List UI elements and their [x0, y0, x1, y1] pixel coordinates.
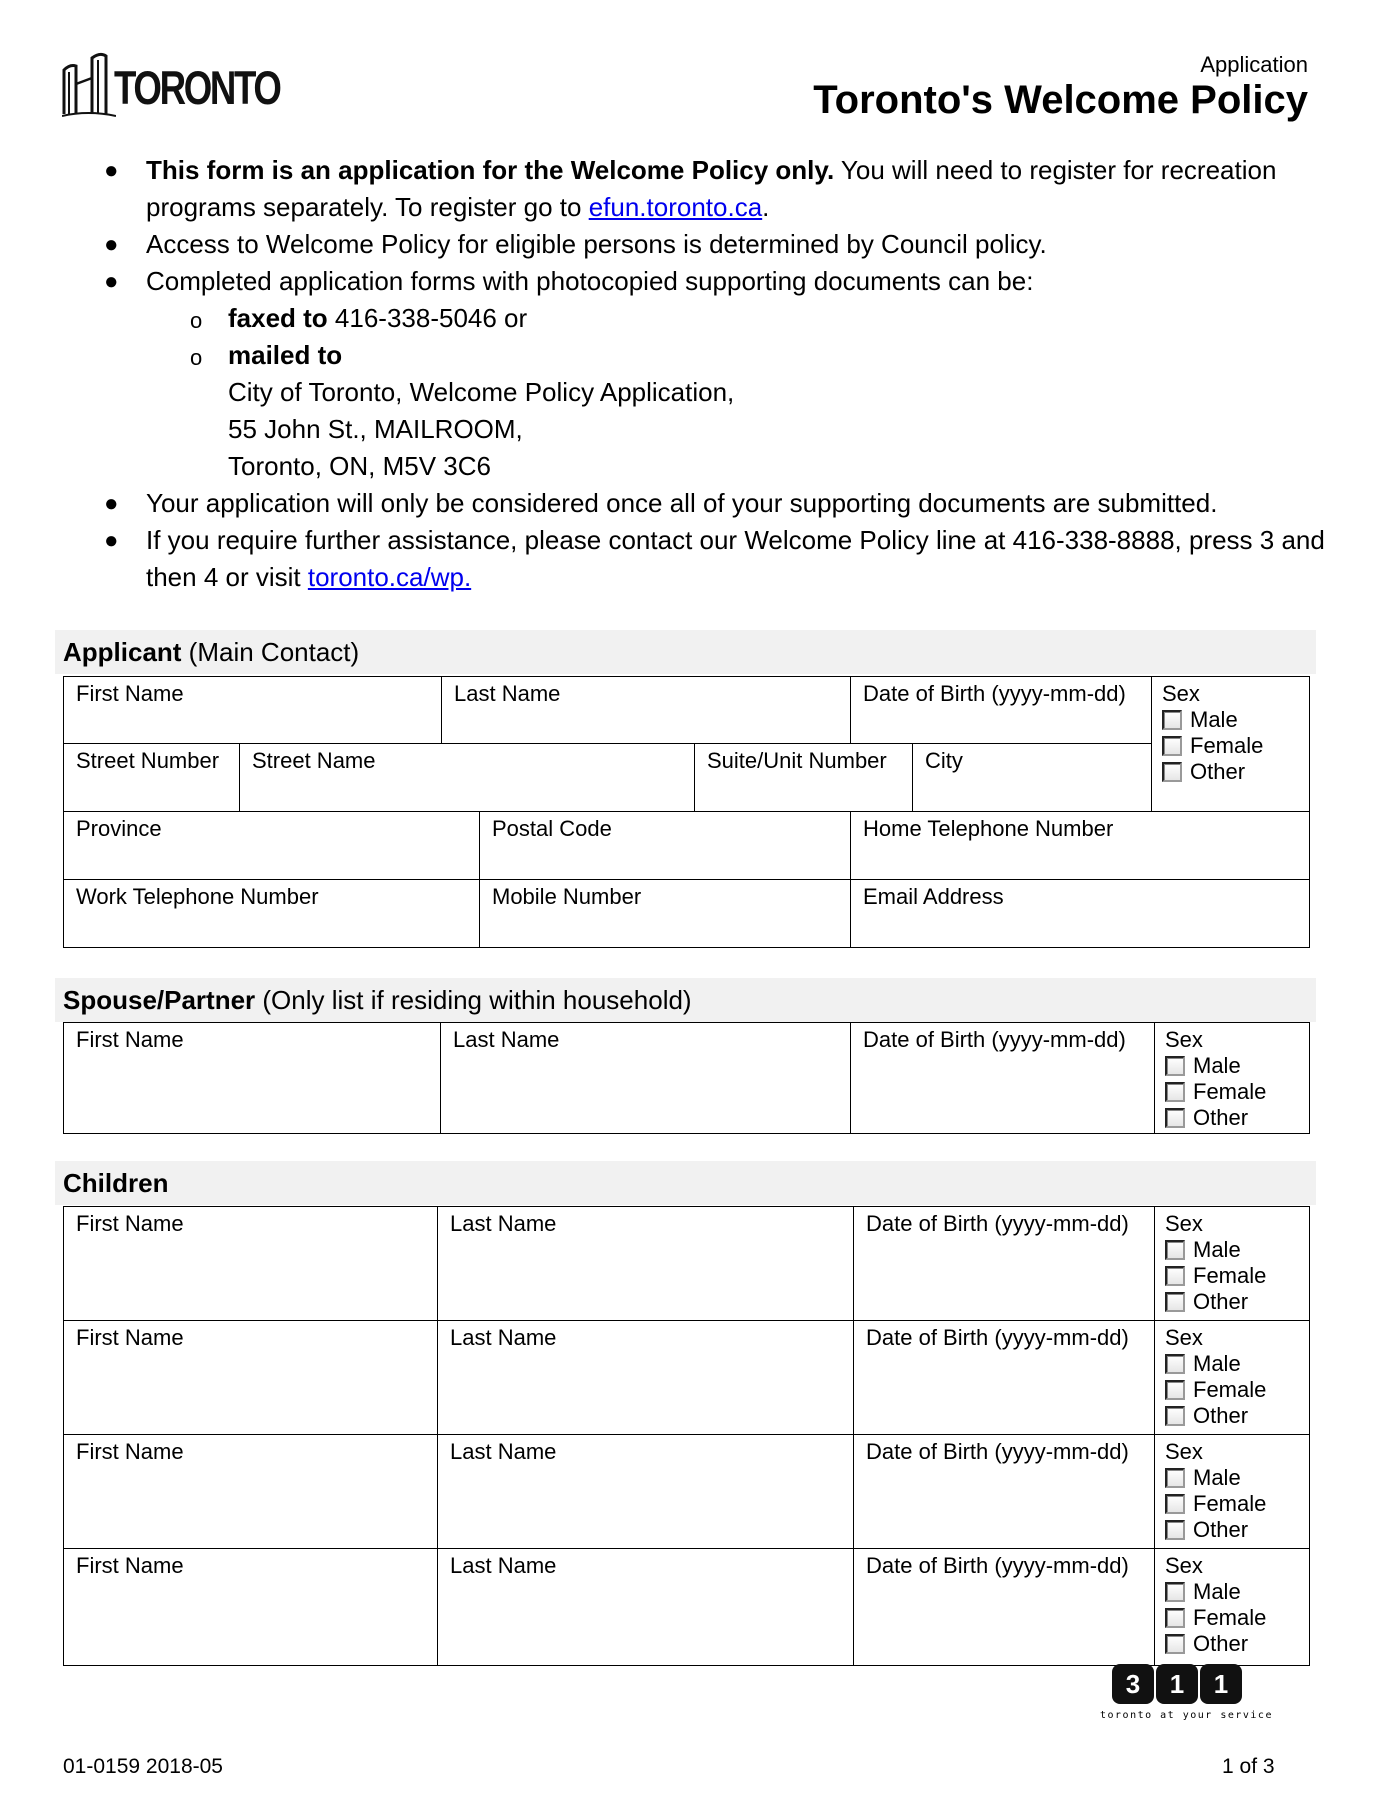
logo-wordmark: TORONTO [114, 61, 280, 114]
option-label: Female [1193, 1605, 1267, 1630]
child-last-name-field[interactable] [438, 1435, 854, 1549]
field-label: Work Telephone Number [76, 884, 319, 909]
applicant-city-field[interactable] [913, 744, 1152, 812]
checkbox-icon[interactable] [1165, 1082, 1185, 1102]
option-label: Male [1193, 1579, 1241, 1604]
field-label: City [925, 748, 963, 773]
field-label: Province [76, 816, 162, 841]
section-title: Applicant [63, 637, 182, 667]
field-label: First Name [76, 1553, 184, 1578]
field-label: Postal Code [492, 816, 612, 841]
applicant-suite-field[interactable] [695, 744, 913, 812]
circle-bullet-icon: o [190, 345, 203, 370]
child-last-name-field[interactable] [438, 1321, 854, 1435]
section-title: Children [63, 1168, 169, 1198]
applicant-last-name-field[interactable] [442, 677, 851, 744]
sex-option-other[interactable] [1165, 1517, 1309, 1543]
applicant-mobile-field[interactable] [480, 880, 851, 947]
option-label: Male [1190, 707, 1238, 732]
mailing-address-line: Toronto, ON, M5V 3C6 [228, 451, 491, 481]
option-label: Other [1193, 1289, 1249, 1314]
bullet-icon: ● [104, 157, 119, 184]
field-label: Last Name [450, 1553, 557, 1578]
instruction-item [100, 522, 1350, 596]
option-label: Male [1193, 1465, 1241, 1490]
applicant-dob-field[interactable] [851, 677, 1152, 744]
applicant-first-name-field[interactable] [64, 677, 442, 744]
checkbox-icon[interactable] [1165, 1240, 1185, 1260]
field-label: Date of Birth (yyyy-mm-dd) [866, 1439, 1129, 1464]
child-dob-field[interactable] [854, 1549, 1155, 1665]
page-title: Toronto's Welcome Policy [813, 78, 1308, 122]
field-label: Street Number [76, 748, 220, 773]
bullet-icon: ● [104, 231, 119, 258]
instructions-list [100, 152, 1350, 596]
instruction-item [100, 152, 1350, 226]
sex-option-other[interactable] [1165, 1631, 1309, 1657]
field-label: Home Telephone Number [863, 816, 1114, 841]
option-label: Other [1193, 1517, 1249, 1542]
sub-instruction-bold: mailed to [228, 340, 343, 370]
checkbox-icon[interactable] [1165, 1056, 1185, 1076]
instruction-text: If you require further assistance, please contact our Welcome Policy line at 416-338-8888, press 3 and then 4 or visit [146, 525, 1325, 592]
checkbox-icon[interactable] [1165, 1354, 1185, 1374]
sex-option-female[interactable] [1165, 1377, 1309, 1403]
child-sex-group [1155, 1435, 1309, 1549]
spouse-table [63, 1022, 1310, 1134]
sex-option-male[interactable] [1165, 1351, 1309, 1377]
checkbox-icon[interactable] [1165, 1582, 1185, 1602]
sex-option-female[interactable] [1162, 733, 1309, 759]
311-digit: 1 [1156, 1664, 1198, 1704]
sub-instruction-bold: faxed to [228, 303, 328, 333]
applicant-street-number-field[interactable] [64, 744, 240, 812]
field-label: Date of Birth (yyyy-mm-dd) [863, 681, 1126, 706]
sub-instruction-item [100, 337, 1350, 485]
spouse-first-name-field[interactable] [64, 1023, 441, 1133]
option-label: Female [1193, 1491, 1267, 1516]
section-subtitle: (Main Contact) [181, 637, 360, 667]
children-section-header [55, 1161, 1316, 1205]
page-number: 1 of 3 [1222, 1755, 1275, 1778]
sex-label: Sex [1165, 1027, 1203, 1052]
section-subtitle: (Only list if residing within household) [255, 985, 692, 1015]
field-label: Date of Birth (yyyy-mm-dd) [866, 1325, 1129, 1350]
sex-label: Sex [1165, 1325, 1203, 1350]
field-label: Last Name [450, 1211, 557, 1236]
option-label: Female [1193, 1079, 1267, 1104]
child-sex-group [1155, 1207, 1309, 1321]
sex-option-male[interactable] [1165, 1237, 1309, 1263]
field-label: Last Name [453, 1027, 560, 1052]
field-label: Last Name [454, 681, 561, 706]
fax-number: 416-338-5046 or [327, 303, 528, 333]
checkbox-icon[interactable] [1162, 736, 1182, 756]
instruction-text: Completed application forms with photocopied supporting documents can be: [146, 266, 1034, 296]
child-first-name-field[interactable] [64, 1549, 438, 1665]
mailing-address-line: 55 John St., MAILROOM, [228, 414, 523, 444]
checkbox-icon[interactable] [1165, 1468, 1185, 1488]
sex-label: Sex [1165, 1211, 1203, 1236]
applicant-section-header [55, 630, 1316, 674]
option-label: Female [1193, 1377, 1267, 1402]
circle-bullet-icon: o [190, 308, 203, 333]
child-first-name-field[interactable] [64, 1321, 438, 1435]
sex-option-other[interactable] [1165, 1105, 1309, 1131]
applicant-sex-group [1152, 677, 1309, 812]
sex-option-other[interactable] [1165, 1289, 1309, 1315]
child-first-name-field[interactable] [64, 1207, 438, 1321]
applicant-home-phone-field[interactable] [851, 812, 1309, 880]
child-dob-field[interactable] [854, 1207, 1155, 1321]
section-title: Spouse/Partner [63, 985, 256, 1015]
instruction-bold-text: This form is an application for the Welcome Policy only. [146, 155, 835, 185]
applicant-table [63, 676, 1310, 948]
instruction-text: Your application will only be considered once all of your supporting documents are submitted. [146, 488, 1218, 518]
option-label: Female [1190, 733, 1264, 758]
sex-option-female[interactable] [1165, 1605, 1309, 1631]
sub-instruction-item [100, 300, 1350, 337]
field-label: Date of Birth (yyyy-mm-dd) [863, 1027, 1126, 1052]
spouse-dob-field[interactable] [851, 1023, 1155, 1133]
checkbox-icon[interactable] [1165, 1520, 1185, 1540]
child-sex-group [1155, 1549, 1309, 1665]
field-label: First Name [76, 681, 184, 706]
applicant-province-field[interactable] [64, 812, 480, 880]
option-label: Other [1190, 759, 1246, 784]
bullet-icon: ● [104, 490, 119, 517]
sex-option-other[interactable] [1165, 1403, 1309, 1429]
sex-option-male[interactable] [1162, 707, 1309, 733]
option-label: Male [1193, 1053, 1241, 1078]
field-label: First Name [76, 1027, 184, 1052]
bullet-icon: ● [104, 527, 119, 554]
sex-label: Sex [1162, 681, 1200, 706]
child-dob-field[interactable] [854, 1435, 1155, 1549]
311-digit: 3 [1112, 1664, 1154, 1704]
311-tagline: toronto at your service [1100, 1710, 1273, 1721]
sex-option-male[interactable] [1165, 1053, 1309, 1079]
sex-option-female[interactable] [1165, 1491, 1309, 1517]
field-label: First Name [76, 1325, 184, 1350]
311-digit: 1 [1200, 1664, 1242, 1704]
field-label: Last Name [450, 1325, 557, 1350]
instruction-text: Access to Welcome Policy for eligible persons is determined by Council policy. [146, 229, 1047, 259]
child-sex-group [1155, 1321, 1309, 1435]
instruction-item [100, 263, 1350, 300]
311-logo [1100, 1664, 1273, 1721]
field-label: Date of Birth (yyyy-mm-dd) [866, 1553, 1129, 1578]
form-code: 01-0159 2018-05 [63, 1755, 223, 1778]
instruction-item [100, 226, 1350, 263]
city-hall-icon [62, 50, 116, 118]
child-first-name-field[interactable] [64, 1435, 438, 1549]
mailing-address-line: City of Toronto, Welcome Policy Application, [228, 377, 735, 407]
checkbox-icon[interactable] [1165, 1608, 1185, 1628]
field-label: Email Address [863, 884, 1004, 909]
field-label: Suite/Unit Number [707, 748, 887, 773]
child-last-name-field[interactable] [438, 1549, 854, 1665]
field-label: Mobile Number [492, 884, 642, 909]
sex-option-female[interactable] [1165, 1263, 1309, 1289]
checkbox-icon[interactable] [1165, 1380, 1185, 1400]
applicant-street-name-field[interactable] [240, 744, 695, 812]
spouse-sex-group [1155, 1023, 1309, 1133]
applicant-postal-code-field[interactable] [480, 812, 851, 880]
option-label: Other [1193, 1105, 1249, 1130]
field-label: Street Name [252, 748, 376, 773]
sex-label: Sex [1165, 1553, 1203, 1578]
instruction-item [100, 485, 1350, 522]
child-dob-field[interactable] [854, 1321, 1155, 1435]
option-label: Other [1193, 1403, 1249, 1428]
checkbox-icon[interactable] [1165, 1634, 1185, 1654]
option-label: Female [1193, 1263, 1267, 1288]
checkbox-icon[interactable] [1165, 1406, 1185, 1426]
sex-label: Sex [1165, 1439, 1203, 1464]
checkbox-icon[interactable] [1162, 762, 1182, 782]
applicant-work-phone-field[interactable] [64, 880, 480, 947]
sex-option-male[interactable] [1165, 1579, 1309, 1605]
checkbox-icon[interactable] [1165, 1292, 1185, 1312]
document-type: Application [1200, 52, 1308, 77]
option-label: Male [1193, 1351, 1241, 1376]
checkbox-icon[interactable] [1165, 1108, 1185, 1128]
option-label: Male [1193, 1237, 1241, 1262]
field-label: First Name [76, 1439, 184, 1464]
spouse-section-header [55, 978, 1316, 1022]
spouse-last-name-field[interactable] [441, 1023, 851, 1133]
instruction-text: You will need to register for recreation programs separately. To register go to [146, 155, 1277, 222]
sex-option-female[interactable] [1165, 1079, 1309, 1105]
field-label: First Name [76, 1211, 184, 1236]
field-label: Last Name [450, 1439, 557, 1464]
child-last-name-field[interactable] [438, 1207, 854, 1321]
efun-link[interactable]: efun.toronto.ca [588, 192, 763, 222]
checkbox-icon[interactable] [1162, 710, 1182, 730]
applicant-email-field[interactable] [851, 880, 1309, 947]
wp-link[interactable]: toronto.ca/wp. [307, 562, 472, 592]
option-label: Other [1193, 1631, 1249, 1656]
sex-option-male[interactable] [1165, 1465, 1309, 1491]
punctuation: . [762, 192, 770, 222]
checkbox-icon[interactable] [1165, 1494, 1185, 1514]
checkbox-icon[interactable] [1165, 1266, 1185, 1286]
field-label: Date of Birth (yyyy-mm-dd) [866, 1211, 1129, 1236]
toronto-logo [62, 50, 280, 120]
bullet-icon: ● [104, 268, 119, 295]
children-table [63, 1206, 1310, 1666]
sex-option-other[interactable] [1162, 759, 1309, 785]
